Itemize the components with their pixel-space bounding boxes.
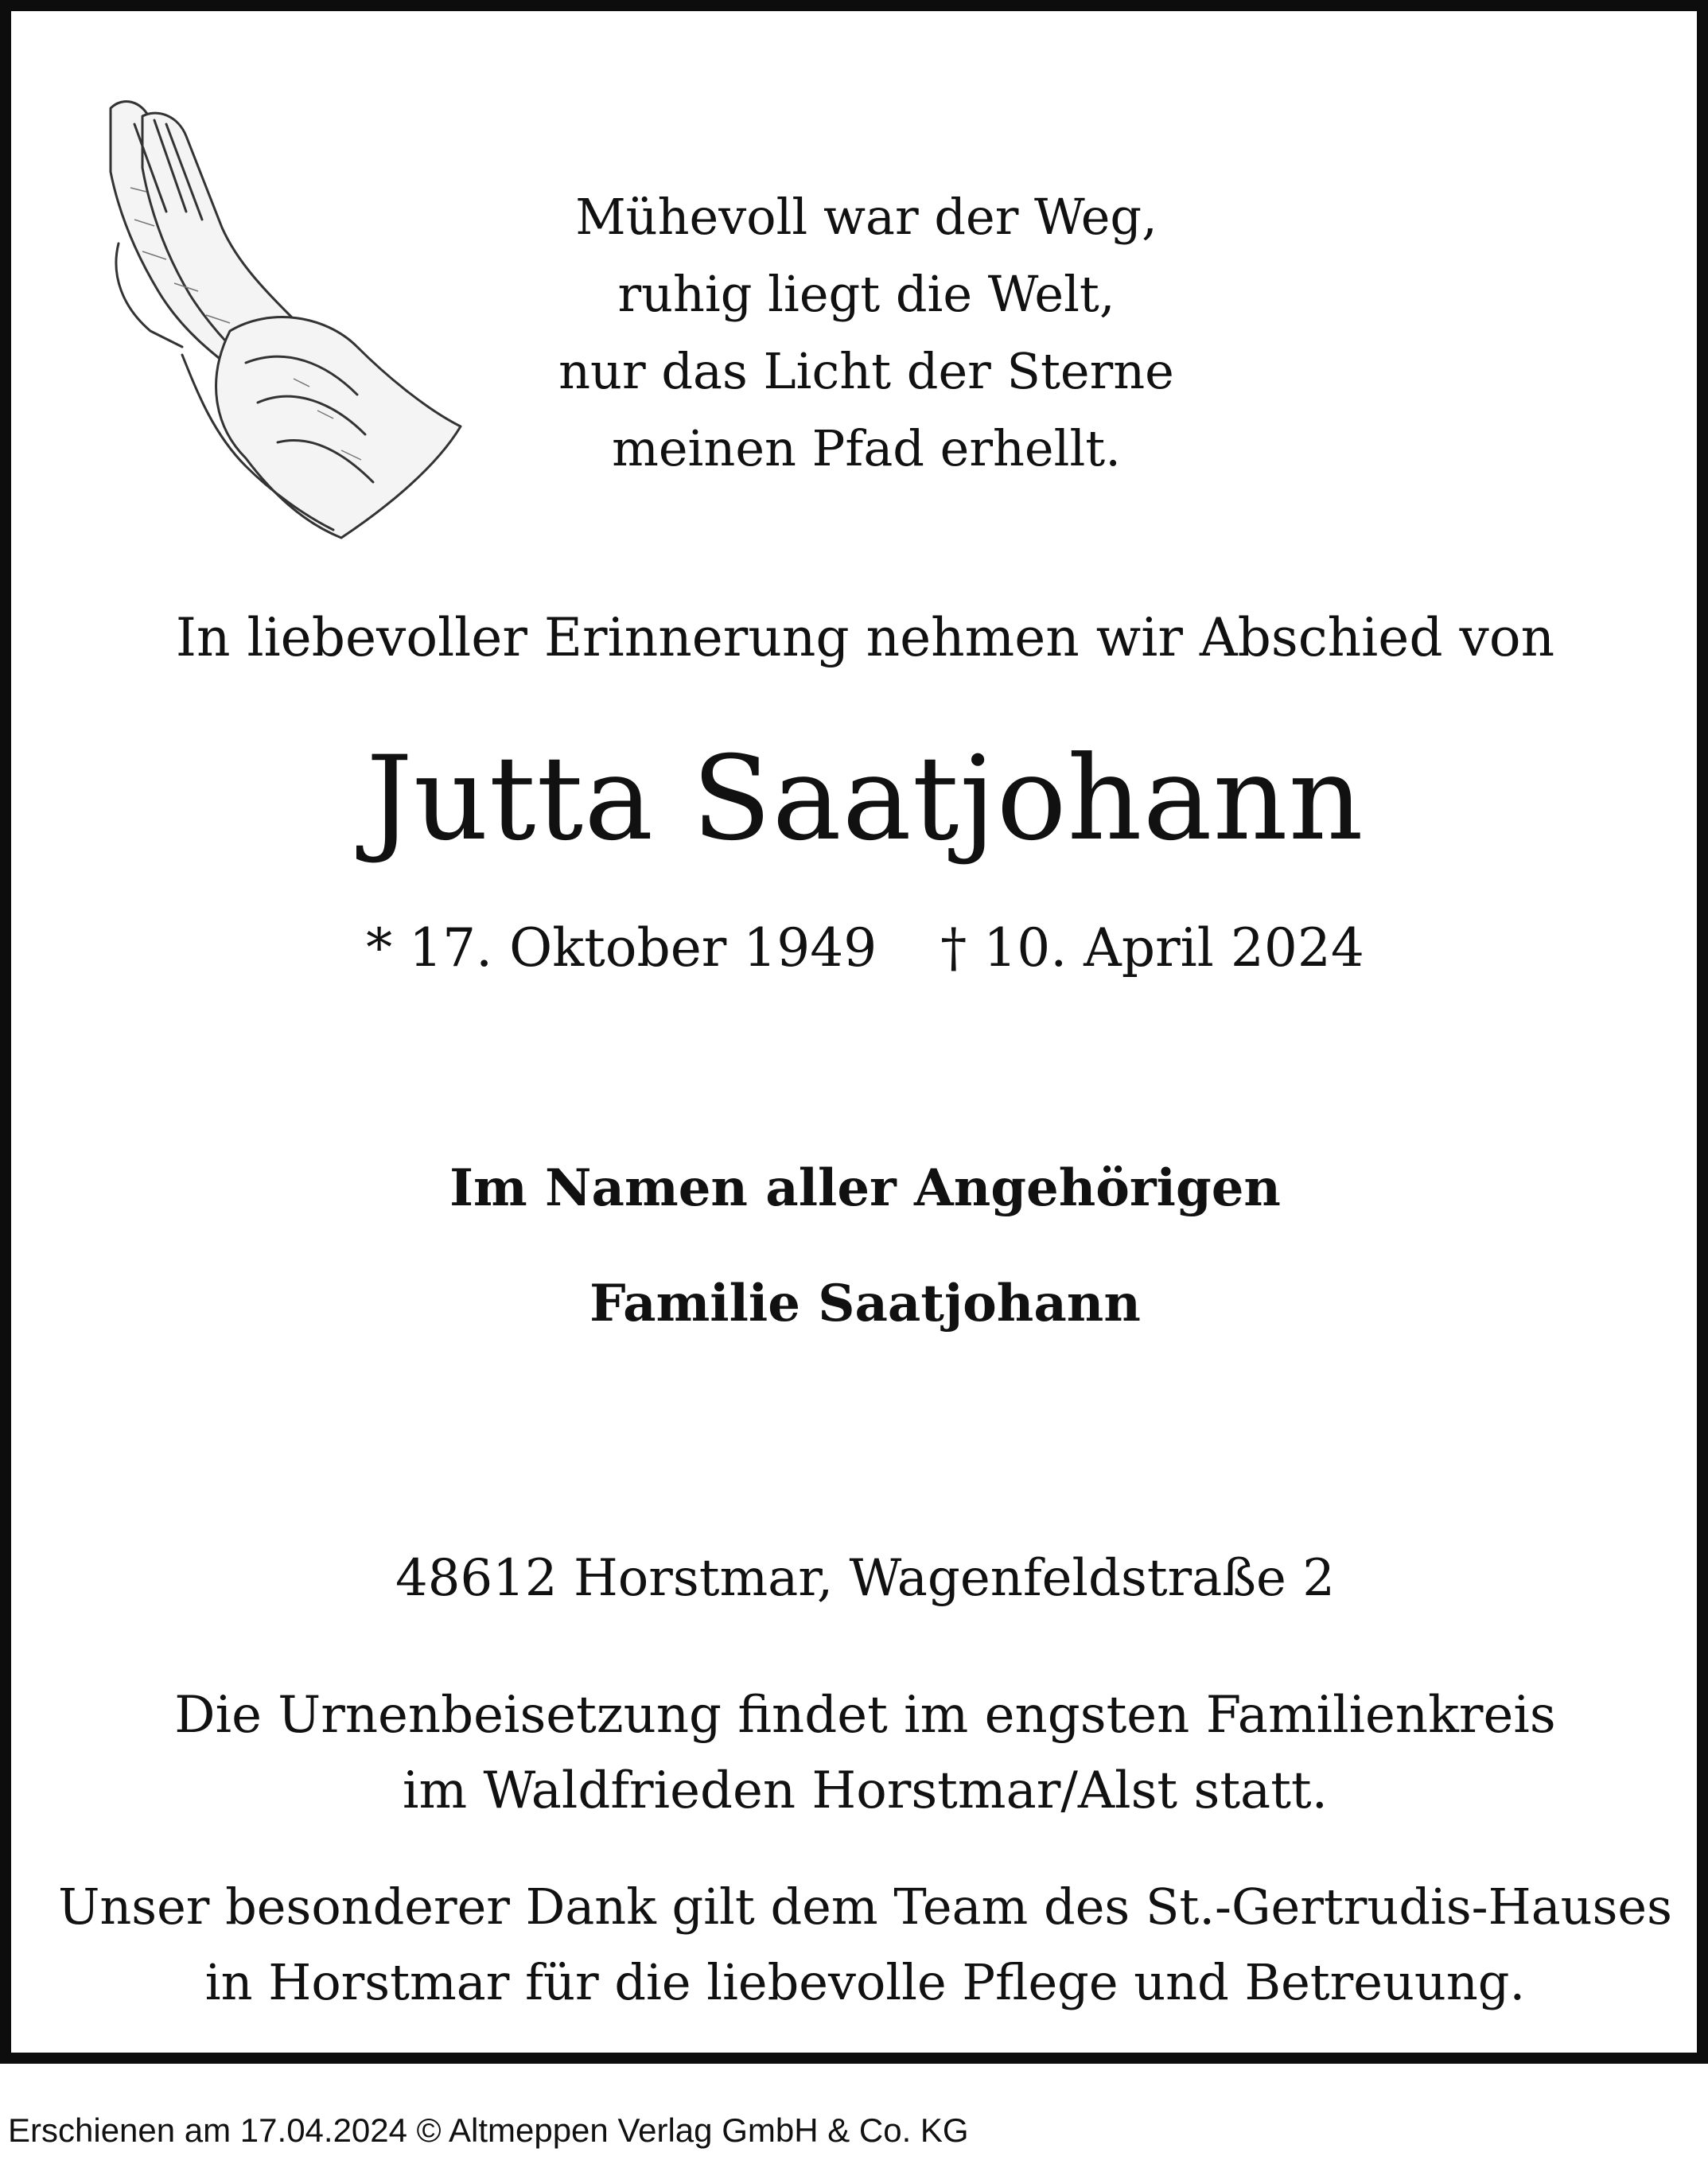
burial-notice [11, 1678, 1708, 1829]
thanks-line: in Horstmar für die liebevolle Pflege und Betreuung. [204, 1953, 1526, 2011]
birth-date: * 17. Oktober 1949 [366, 917, 877, 979]
poem-line: ruhig liegt die Welt, [617, 265, 1115, 323]
mourners-line: Im Namen aller Angehörigen [449, 1158, 1281, 1218]
burial-line: Die Urnenbeisetzung findet im engsten Familienkreis [174, 1686, 1556, 1745]
death-date: † 10. April 2024 [940, 917, 1364, 979]
thanks-line: Unser besonderer Dank gilt dem Team des St.-Gertrudis-Hauses [58, 1878, 1672, 1936]
family-name: Familie Saatjohann [589, 1274, 1141, 1333]
praying-hands-icon [87, 92, 484, 554]
poem [488, 178, 1244, 487]
publication-footer: Erschienen am 17.04.2024 © Altmeppen Verlag GmbH & Co. KG [8, 2111, 969, 2149]
deceased-name: Jutta Saatjohann [366, 731, 1364, 866]
intro-text: In liebevoller Erinnerung nehmen wir Abschied von [175, 607, 1555, 668]
poem-line: meinen Pfad erhellt. [612, 419, 1121, 477]
address: 48612 Horstmar, Wagenfeldstraße 2 [395, 1549, 1335, 1608]
poem-line: nur das Licht der Sterne [558, 342, 1174, 400]
burial-line: im Waldfrieden Horstmar/Alst statt. [403, 1761, 1328, 1820]
thanks-notice [11, 1869, 1708, 2020]
life-dates [11, 913, 1708, 984]
poem-line: Mühevoll war der Weg, [575, 188, 1157, 246]
